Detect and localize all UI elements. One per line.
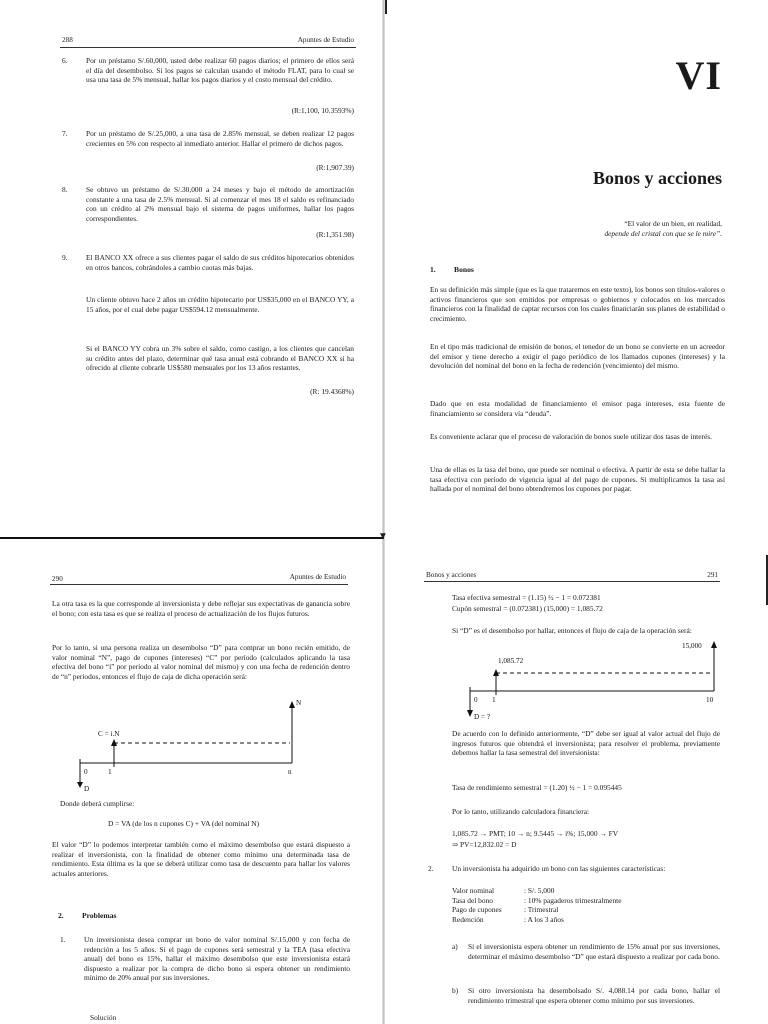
paragraph: La otra tasa es la que corresponde al inversionista y debe reflejar sus expectativas de ganancia sobre el bono; con esta tasa es que se realiza el proceso de actualización de los flujos futuros. bbox=[52, 599, 350, 618]
label-0: 0 bbox=[84, 768, 88, 776]
item-text: Si otro inversionista ha desembolsado S/. 4,088.14 por cada bono, hallar el rendimiento trimestral que espera obtener como mínimo por sus inversiones. bbox=[468, 986, 720, 1005]
page-number: 290 bbox=[52, 575, 63, 583]
page-number: 291 bbox=[707, 571, 718, 579]
scan-arrow-mark: ▼ bbox=[378, 531, 388, 542]
solution-label: Solución bbox=[90, 1013, 117, 1022]
label-1: 1 bbox=[492, 696, 496, 704]
running-head: Apuntes de Estudio bbox=[289, 573, 346, 581]
table-row bbox=[452, 905, 627, 915]
cash-flow-diagram bbox=[52, 693, 352, 798]
label-D: D = ? bbox=[474, 713, 491, 721]
section-number: 2. bbox=[58, 911, 64, 920]
redemption-arrowhead bbox=[711, 641, 717, 648]
problem-text: Se obtuvo un préstamo de S/.30,000 a 24 meses y bajo el método de amortización constante a una tasa de 2.5% mensual. Si al comenzar el mes 18 el saldo es refinanciado con un crédito al 2% mensual bajo el sistema de pagos uniformes, hallar los pagos correspondientes. bbox=[86, 185, 354, 223]
problem-answer: (R:1,100, 10.3593%) bbox=[291, 106, 354, 115]
section-title: Problemas bbox=[82, 911, 117, 920]
scan-edge bbox=[0, 537, 384, 539]
label-1: 1 bbox=[108, 768, 112, 776]
problem-text: Un inversionista desea comprar un bono de valor nominal S/.15,000 y con fecha de redención a los 5 años. Si el pago de cupones será semestral y la TEA (tasa efectiva anual) del bono es 15%, hallar el máximo desembolso que este inversionista estará dispuesto a realizar por la compra de dicho bono si espera obtener un rendimiento mínimo de 20% anual por sus inversiones. bbox=[84, 935, 350, 983]
equation-line: Tasa de rendimiento semestral = (1.20) ½ − 1 = 0.095445 bbox=[452, 783, 622, 792]
paragraph: Por lo tanto, utilizando calculadora financiera: bbox=[452, 807, 590, 816]
epigraph-line: depende del cristal con que se le mire”. bbox=[604, 229, 722, 238]
table-row bbox=[452, 886, 627, 896]
paragraph: Por lo tanto, si una persona realiza un desembolso “D” para comprar un bono recién emitido, de valor nominal “N”, pago de cupones (intereses) “C” por período (calculados aplicando la tasa efectiva del bono “i” por período al valor nominal del mismo) y con una fecha de redención dentro de “n” períodos, entonces el flujo de caja de dicha operación será: bbox=[52, 643, 350, 681]
paragraph: En el tipo más tradicional de emisión de bonos, el tenedor de un bono se convierte en un acreedor del emisor y tiene derecho a exigir el pago periódico de los llamados cupones (intereses) y la devolución del nominal del bono en la fecha de redención (vencimiento) del mismo. bbox=[430, 342, 725, 371]
feature-key: Pago de cupones bbox=[452, 905, 502, 915]
feature-key: Redención bbox=[452, 914, 484, 924]
paragraph: Donde deberá cumplirse: bbox=[60, 799, 135, 808]
table-row bbox=[452, 896, 627, 906]
equation-line: 1,085.72 → PMT; 10 → n; 9.5445 → i%; 15,000 → FV bbox=[452, 829, 619, 838]
problem-number: 8. bbox=[62, 185, 68, 194]
section-number: 1. bbox=[430, 265, 436, 274]
feature-key: Valor nominal bbox=[452, 886, 495, 895]
feature-value: : S/. 5,000 bbox=[524, 886, 555, 895]
problem-answer: (R: 19.4368%) bbox=[310, 387, 354, 396]
running-head: Apuntes de Estudio bbox=[297, 36, 354, 44]
chapter-number: VI bbox=[675, 53, 722, 98]
feature-value: : 10% pagaderos trimestralmente bbox=[524, 895, 622, 905]
equation-line: Tasa efectiva semestral = (1.15) ½ − 1 = 0.072381 bbox=[452, 593, 601, 602]
feature-value: : A los 3 años bbox=[524, 914, 564, 924]
paragraph: Dado que en esta modalidad de financiamiento el emisor paga intereses, esta fuente de financiamiento se considera vía “deuda”. bbox=[430, 399, 725, 418]
label-C: C = i.N bbox=[98, 730, 120, 738]
outflow-arrowhead bbox=[77, 782, 83, 788]
problem-text: El BANCO XX ofrece a sus clientes pagar el saldo de sus créditos hipotecarios obtenidos en otros bancos, cobrándoles a cambio cuotas más bajas. bbox=[86, 253, 354, 272]
item-text: Si el inversionista espera obtener un rendimiento de 15% anual por sus inversiones, determinar el máximo desembolso “D” que estará dispuesto a realizar por cada bono. bbox=[468, 942, 720, 961]
paragraph: De acuerdo con lo definido anteriormente, “D” debe ser igual al valor actual del flujo de ingresos futuros que obtendrá el inversionista; para resolver el problema, previamente debemos hallar la tasa semestral del inversionista: bbox=[452, 729, 720, 758]
paragraph: Una de ellas es la tasa del bono, que puede ser nominal o efectiva. A partir de esta se debe hallar la tasa efectiva con período de vigencia igual al del pago de cupones. Si multiplicamos la tasa así hallada por el nominal del bono obtendremos los cupones por pagar. bbox=[430, 465, 725, 494]
problem-answer: (R:1,351.98) bbox=[316, 230, 354, 239]
problem-text: Por un préstamo S/.60,000, usted debe realizar 60 pagos diarios; el primero de ellos será el día del desembolso. Si los pagos se calculan usando el método FLAT, para lo cual se usa una tasa de 5% mensual, hallar los pagos diarios y el costo mensual del crédito. bbox=[86, 56, 354, 85]
label-10: 10 bbox=[706, 696, 714, 704]
paragraph: El valor “D” lo podemos interpretar también como el máximo desembolso que estará dispuesto a realizar el inversionista, con la finalidad de obtener como mínimo una determinada tasa de rendimiento. Esta última es la que se deberá utilizar como tasa de descuento para hallar los valores actuales anteriores. bbox=[52, 840, 350, 878]
problem-number: 7. bbox=[62, 129, 68, 138]
bond-features-table bbox=[452, 886, 627, 924]
problem-number: 1. bbox=[60, 935, 66, 944]
equation-line: ⇒ PV=12,832.02 = D bbox=[452, 840, 517, 849]
table-row bbox=[452, 915, 627, 925]
problem-number: 9. bbox=[62, 253, 68, 262]
section-title: Bonos bbox=[454, 265, 474, 274]
label-D: D bbox=[84, 785, 90, 793]
page-291 bbox=[384, 555, 768, 1024]
equation-line: Cupón semestral = (0.072381) (15,000) = 1,085.72 bbox=[452, 604, 603, 613]
epigraph bbox=[482, 219, 722, 239]
feature-value: : Trimestral bbox=[524, 905, 559, 915]
nominal-arrowhead bbox=[289, 701, 295, 708]
item-label: b) bbox=[452, 986, 459, 995]
problem-number: 6. bbox=[62, 56, 68, 65]
problem-text: Un cliente obtuvo hace 2 años un crédito hipotecario por US$35,000 en el BANCO YY, a 15 años, por el cual debe pagar US$594.12 mensualmente. bbox=[86, 295, 354, 314]
page-289 bbox=[384, 0, 768, 540]
scan-mark bbox=[385, 0, 387, 14]
header-rule bbox=[50, 584, 348, 585]
formula: D = VA (de los n cupones C) + VA (del nominal N) bbox=[108, 819, 260, 828]
header-rule bbox=[60, 47, 356, 48]
page-number: 288 bbox=[62, 36, 73, 44]
problem-number: 2. bbox=[428, 864, 434, 873]
item-label: a) bbox=[452, 942, 458, 951]
problem-text: Un inversionista ha adquirido un bono con las siguientes características: bbox=[452, 864, 666, 873]
paragraph: En su definición más simple (que es la que trataremos en este texto), los bonos son títulos-valores o activos financieros que son emitidos por empresas o gobiernos y colocados en los mercados financieros con la finalidad de captar recursos con los cuales financiarán sus planes de estabilidad o crecimiento. bbox=[430, 285, 725, 323]
paragraph: Es conveniente aclarar que el proceso de valoración de bonos suele utilizar dos tasas de interés. bbox=[430, 432, 712, 441]
outflow-arrowhead bbox=[467, 710, 473, 717]
epigraph-line: “El valor de un bien, en realidad, bbox=[624, 219, 722, 228]
running-head: Bonos y acciones bbox=[426, 571, 477, 579]
page-290 bbox=[0, 555, 384, 1024]
label-0: 0 bbox=[474, 696, 478, 704]
header-rule bbox=[424, 581, 720, 582]
problem-text: Por un préstamo de S/.25,000, a una tasa de 2.85% mensual, se deben realizar 12 pagos crecientes en 5% con respecto al inmediato anterior. Hallar el primero de dichos pagos. bbox=[86, 129, 354, 148]
page-288 bbox=[0, 0, 384, 540]
feature-key: Tasa del bono bbox=[452, 895, 493, 905]
label-n: n bbox=[288, 768, 292, 776]
problem-text: Si el BANCO YY cobra un 3% sobre el saldo, como castigo, a los clientes que cancelan su crédito antes del plazo, determinar qué tasa anual está cobrando el BANCO XX si ha ofrecido al cliente cobrarle US$580 mensuales por los 13 años restantes. bbox=[86, 344, 354, 373]
problem-answer: (R:1,907.39) bbox=[316, 163, 354, 172]
cash-flow-diagram bbox=[450, 635, 740, 725]
label-coupon: 1,085.72 bbox=[498, 657, 524, 665]
paragraph: Si “D” es el desembolso por hallar, entonces el flujo de caja de la operación será: bbox=[452, 626, 692, 635]
label-N: N bbox=[296, 699, 302, 707]
label-15000: 15,000 bbox=[682, 642, 702, 650]
chapter-title: Bonos y acciones bbox=[592, 168, 722, 188]
